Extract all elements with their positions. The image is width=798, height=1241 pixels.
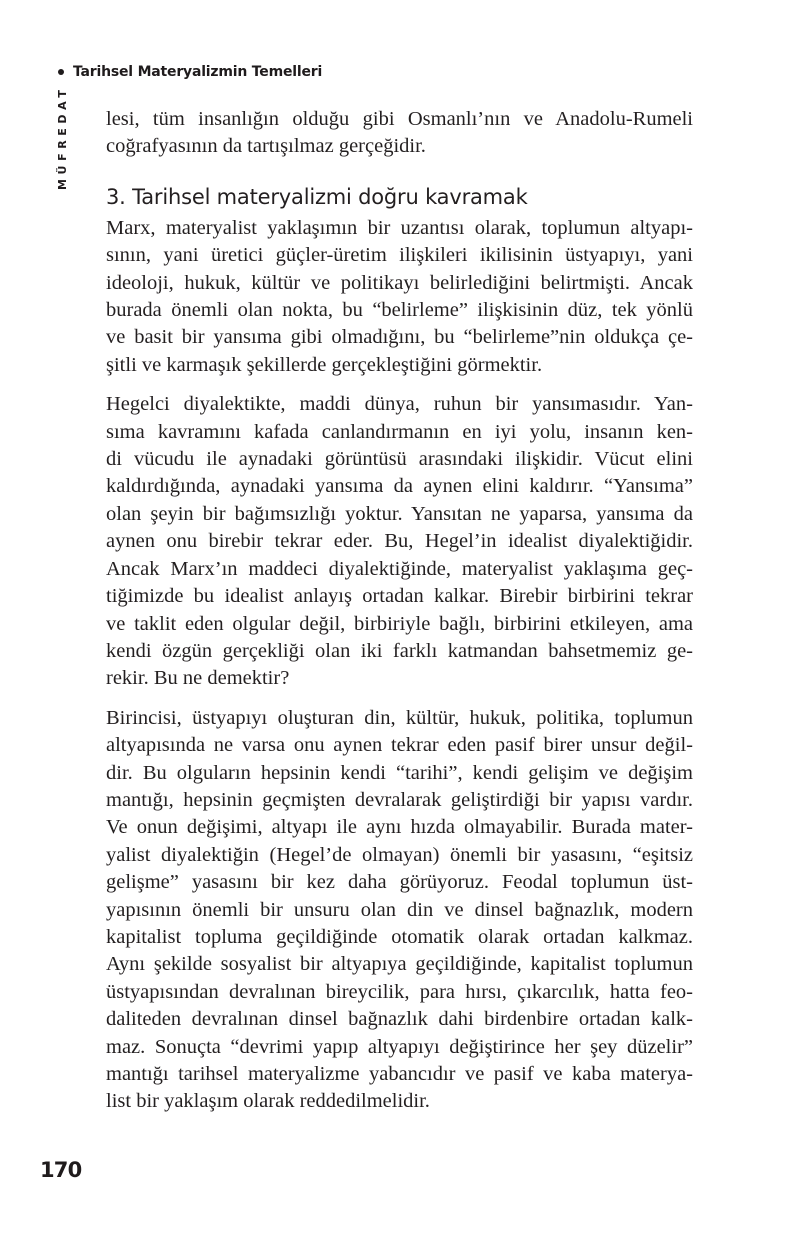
text-line: maz. Sonuçta “devrimi yapıp altyapıyı değiştirince her şey düzelir”	[106, 1035, 693, 1058]
text-line: di vücudu ile aynadaki görüntüsü arasındaki ilişkidir. Vücut elini	[106, 448, 693, 471]
text-line: mantığı, hepsinin geçmişten devralarak geliştirdiği bir yapısı vardır.	[106, 788, 693, 811]
text-line: yapısının önemli bir unsuru olan din ve dinsel bağnazlık, modern	[106, 898, 693, 921]
page-body	[106, 106, 693, 1116]
text-line: kapitalist topluma geçildiğinde otomatik olarak ortadan kalkmaz.	[106, 925, 693, 948]
text-line: sıma kavramını kafada canlandırmanın en iyi yolu, insanın ken-	[106, 420, 693, 443]
paragraph-2	[106, 391, 693, 692]
section-title: 3. Tarihsel materyalizmi doğru kavramak	[106, 184, 528, 209]
text-line: altyapısında ne varsa onu aynen tekrar eden pasif birer unsur değil-	[106, 734, 693, 757]
running-head	[58, 64, 322, 80]
text-line: coğrafyasının da tartışılmaz gerçeğidir.	[106, 135, 426, 158]
side-label: MÜFREDAT	[56, 85, 69, 190]
text-line: Birincisi, üstyapıyı oluşturan din, kültür, hukuk, politika, toplumun	[106, 706, 693, 729]
text-line: olan şeyin bir bağımsızlığı yoktur. Yansıtan ne yaparsa, yansıma da	[106, 502, 693, 525]
text-line: ve basit bir yansıma gibi olmadığını, bu “belirleme”nin oldukça çe-	[106, 326, 693, 349]
text-line: yalist diyalektiğin (Hegel’de olmayan) önemli bir yasasını, “eşitsiz	[106, 843, 693, 866]
text-line: şitli ve karmaşık şekillerde gerçekleştiğini görmektir.	[106, 353, 543, 376]
bullet-icon	[58, 69, 64, 75]
text-line: sının, yani üretici güçler-üretim ilişkileri ikilisinin üstyapıyı, yani	[106, 244, 693, 267]
text-line: rekir. Bu ne demektir?	[106, 667, 290, 690]
text-line: Ancak Marx’ın maddeci diyalektiğinde, materyalist yaklaşıma geç-	[106, 557, 693, 580]
text-line: üstyapısından devralınan bireycilik, para hırsı, çıkarcılık, hatta feo-	[106, 980, 693, 1003]
running-head-title: Tarihsel Materyalizmin Temelleri	[73, 64, 323, 80]
text-line: kaldırdığında, aynadaki yansıma da aynen elini kaldırır. “Yansıma”	[106, 475, 693, 498]
text-line: gelişme” yasasını bir kez daha görüyoruz. Feodal toplumun üst-	[106, 871, 693, 894]
text-line: kendi özgün gerçekliği olan iki farklı katmandan bahsetmemiz ge-	[106, 639, 693, 662]
text-line: aynen onu birebir tekrar eder. Bu, Hegel’in idealist diyalektiğidir.	[106, 530, 693, 553]
paragraph-3	[106, 705, 693, 1116]
page-number: 170	[40, 1158, 82, 1182]
text-line: mantığı tarihsel materyalizme yabancıdır ve pasif ve kaba materya-	[106, 1063, 693, 1085]
text-line: Marx, materyalist yaklaşımın bir uzantısı olarak, toplumun altyapı-	[106, 216, 693, 239]
text-line: ve taklit eden olgular değil, birbiriyle bağlı, birbirini etkileyen, ama	[106, 612, 693, 635]
text-line: Ve onun değişimi, altyapı ile aynı hızda olmayabilir. Burada mater-	[106, 816, 693, 839]
text-line: Hegelci diyalektikte, maddi dünya, ruhun bir yansımasıdır. Yan-	[106, 393, 693, 416]
text-line: tiğimizde bu idealist anlayış ortadan kalkar. Birebir birbirini tekrar	[106, 585, 693, 608]
text-line: ideoloji, hukuk, kültür ve politikayı belirlediğini belirtmişti. Ancak	[106, 271, 693, 294]
text-line: dir. Bu olguların hepsinin kendi “tarihi”, kendi gelişim ve değişim	[106, 761, 693, 784]
text-line: Aynı şekilde sosyalist bir altyapıya geçildiğinde, kapitalist toplumun	[106, 953, 693, 976]
paragraph-1	[106, 215, 693, 379]
text-line: burada önemli olan nokta, bu “belirleme” ilişkisinin düz, tek yönlü	[106, 299, 693, 322]
lead-paragraph	[106, 106, 693, 161]
text-line: lesi, tüm insanlığın olduğu gibi Osmanlı’nın ve Anadolu-Rumeli	[106, 108, 693, 130]
text-line: list bir yaklaşım olarak reddedilmelidir.	[106, 1090, 430, 1113]
text-line: daliteden devralınan dinsel bağnazlık dahi birdenbire ortadan kalk-	[106, 1008, 693, 1031]
